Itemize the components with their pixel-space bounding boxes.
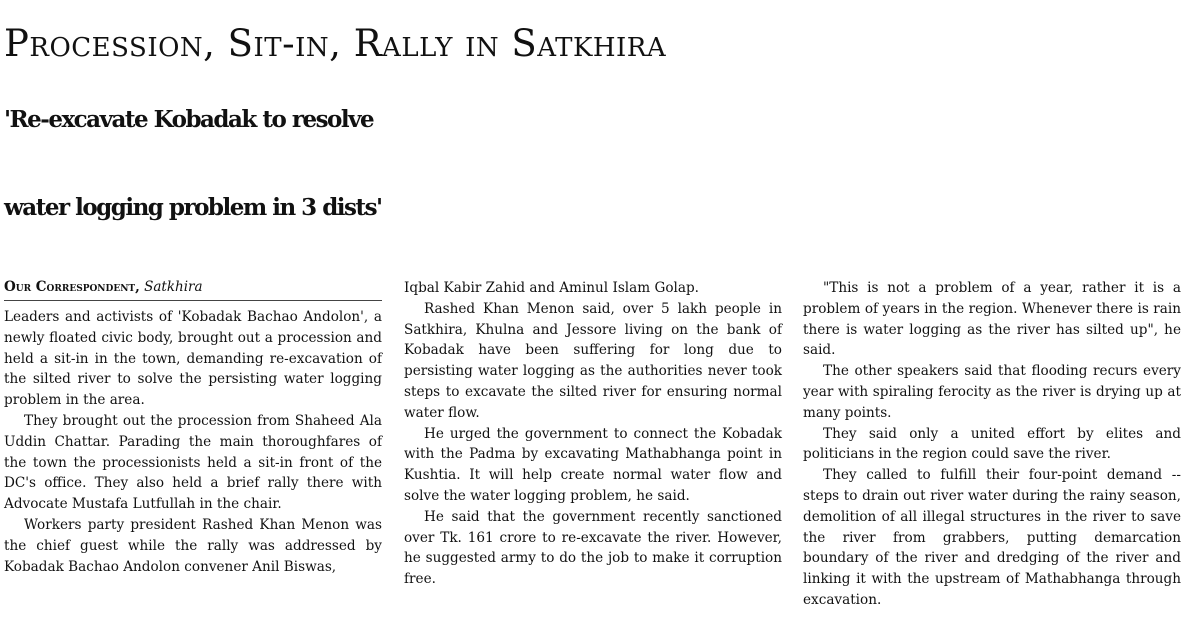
paragraph: Workers party president Rashed Khan Menon was the chief guest while the rally was addressed by Kobadak Bachao Andolon convener Anil Biswas, [4,516,382,575]
paragraph: Leaders and activists of 'Kobadak Bachao Andolon', a newly floated civic body, brought out a procession and held a sit-in in the town, demanding re-excavation of the silted river to solve the persisting water logging problem in the area. [4,309,382,409]
paragraph: They called to fulfill their four-point demand -- steps to drain out river water during the rainy season, demolition of all illegal structures in the river to save the river from grabbers, putting demarcation boundary of the river and dredging of the river and linking it with the upstream of Mathabhanga through excavation. [803,467,1181,608]
paragraph: He said that the government recently sanctioned over Tk. 161 crore to re-excavate the river. However, he suggested army to do the job to make it corruption free. [404,508,782,588]
byline-author: Our Correspondent, [4,279,140,295]
paragraph: The other speakers said that flooding recurs every year with spiraling ferocity as the river is drying up at many points. [803,363,1181,421]
headline [4,76,1188,252]
paragraph: Iqbal Kabir Zahid and Aminul Islam Golap. [404,280,699,296]
paragraph: Rashed Khan Menon said, over 5 lakh people in Satkhira, Khulna and Jessore living on the bank of Kobadak have been suffering for long due to persisting water logging as the authorities never took steps to excavate the silted river for ensuring normal water flow. [404,300,782,421]
article-column-2 [404,278,782,590]
paragraph: They said only a united effort by elites and politicians in the region could save the river. [803,425,1181,463]
headline-line-2: water logging problem in 3 dists' [4,194,382,221]
kicker: Procession, Sit-in, Rally in Satkhira [4,22,667,65]
headline-line-1: 'Re-excavate Kobadak to resolve [4,106,374,133]
article-column-3 [803,278,1181,611]
paragraph: They brought out the procession from Shaheed Ala Uddin Chattar. Parading the main thoroughfares of the town the processionists held a sit-in front of the DC's office. They also held a brief rally there with Advocate Mustafa Lutfullah in the chair. [4,412,382,513]
article-column-1 [4,278,382,577]
byline-place: Satkhira [144,279,203,295]
paragraph: He urged the government to connect the Kobadak with the Padma by excavating Mathabhanga point in Kushtia. It will help create normal water flow and solve the water logging problem, he said. [404,425,782,504]
paragraph: "This is not a problem of a year, rather it is a problem of years in the region. Whenever there is rain there is water logging as the river has silted up", he said. [803,280,1181,359]
byline [4,278,382,301]
